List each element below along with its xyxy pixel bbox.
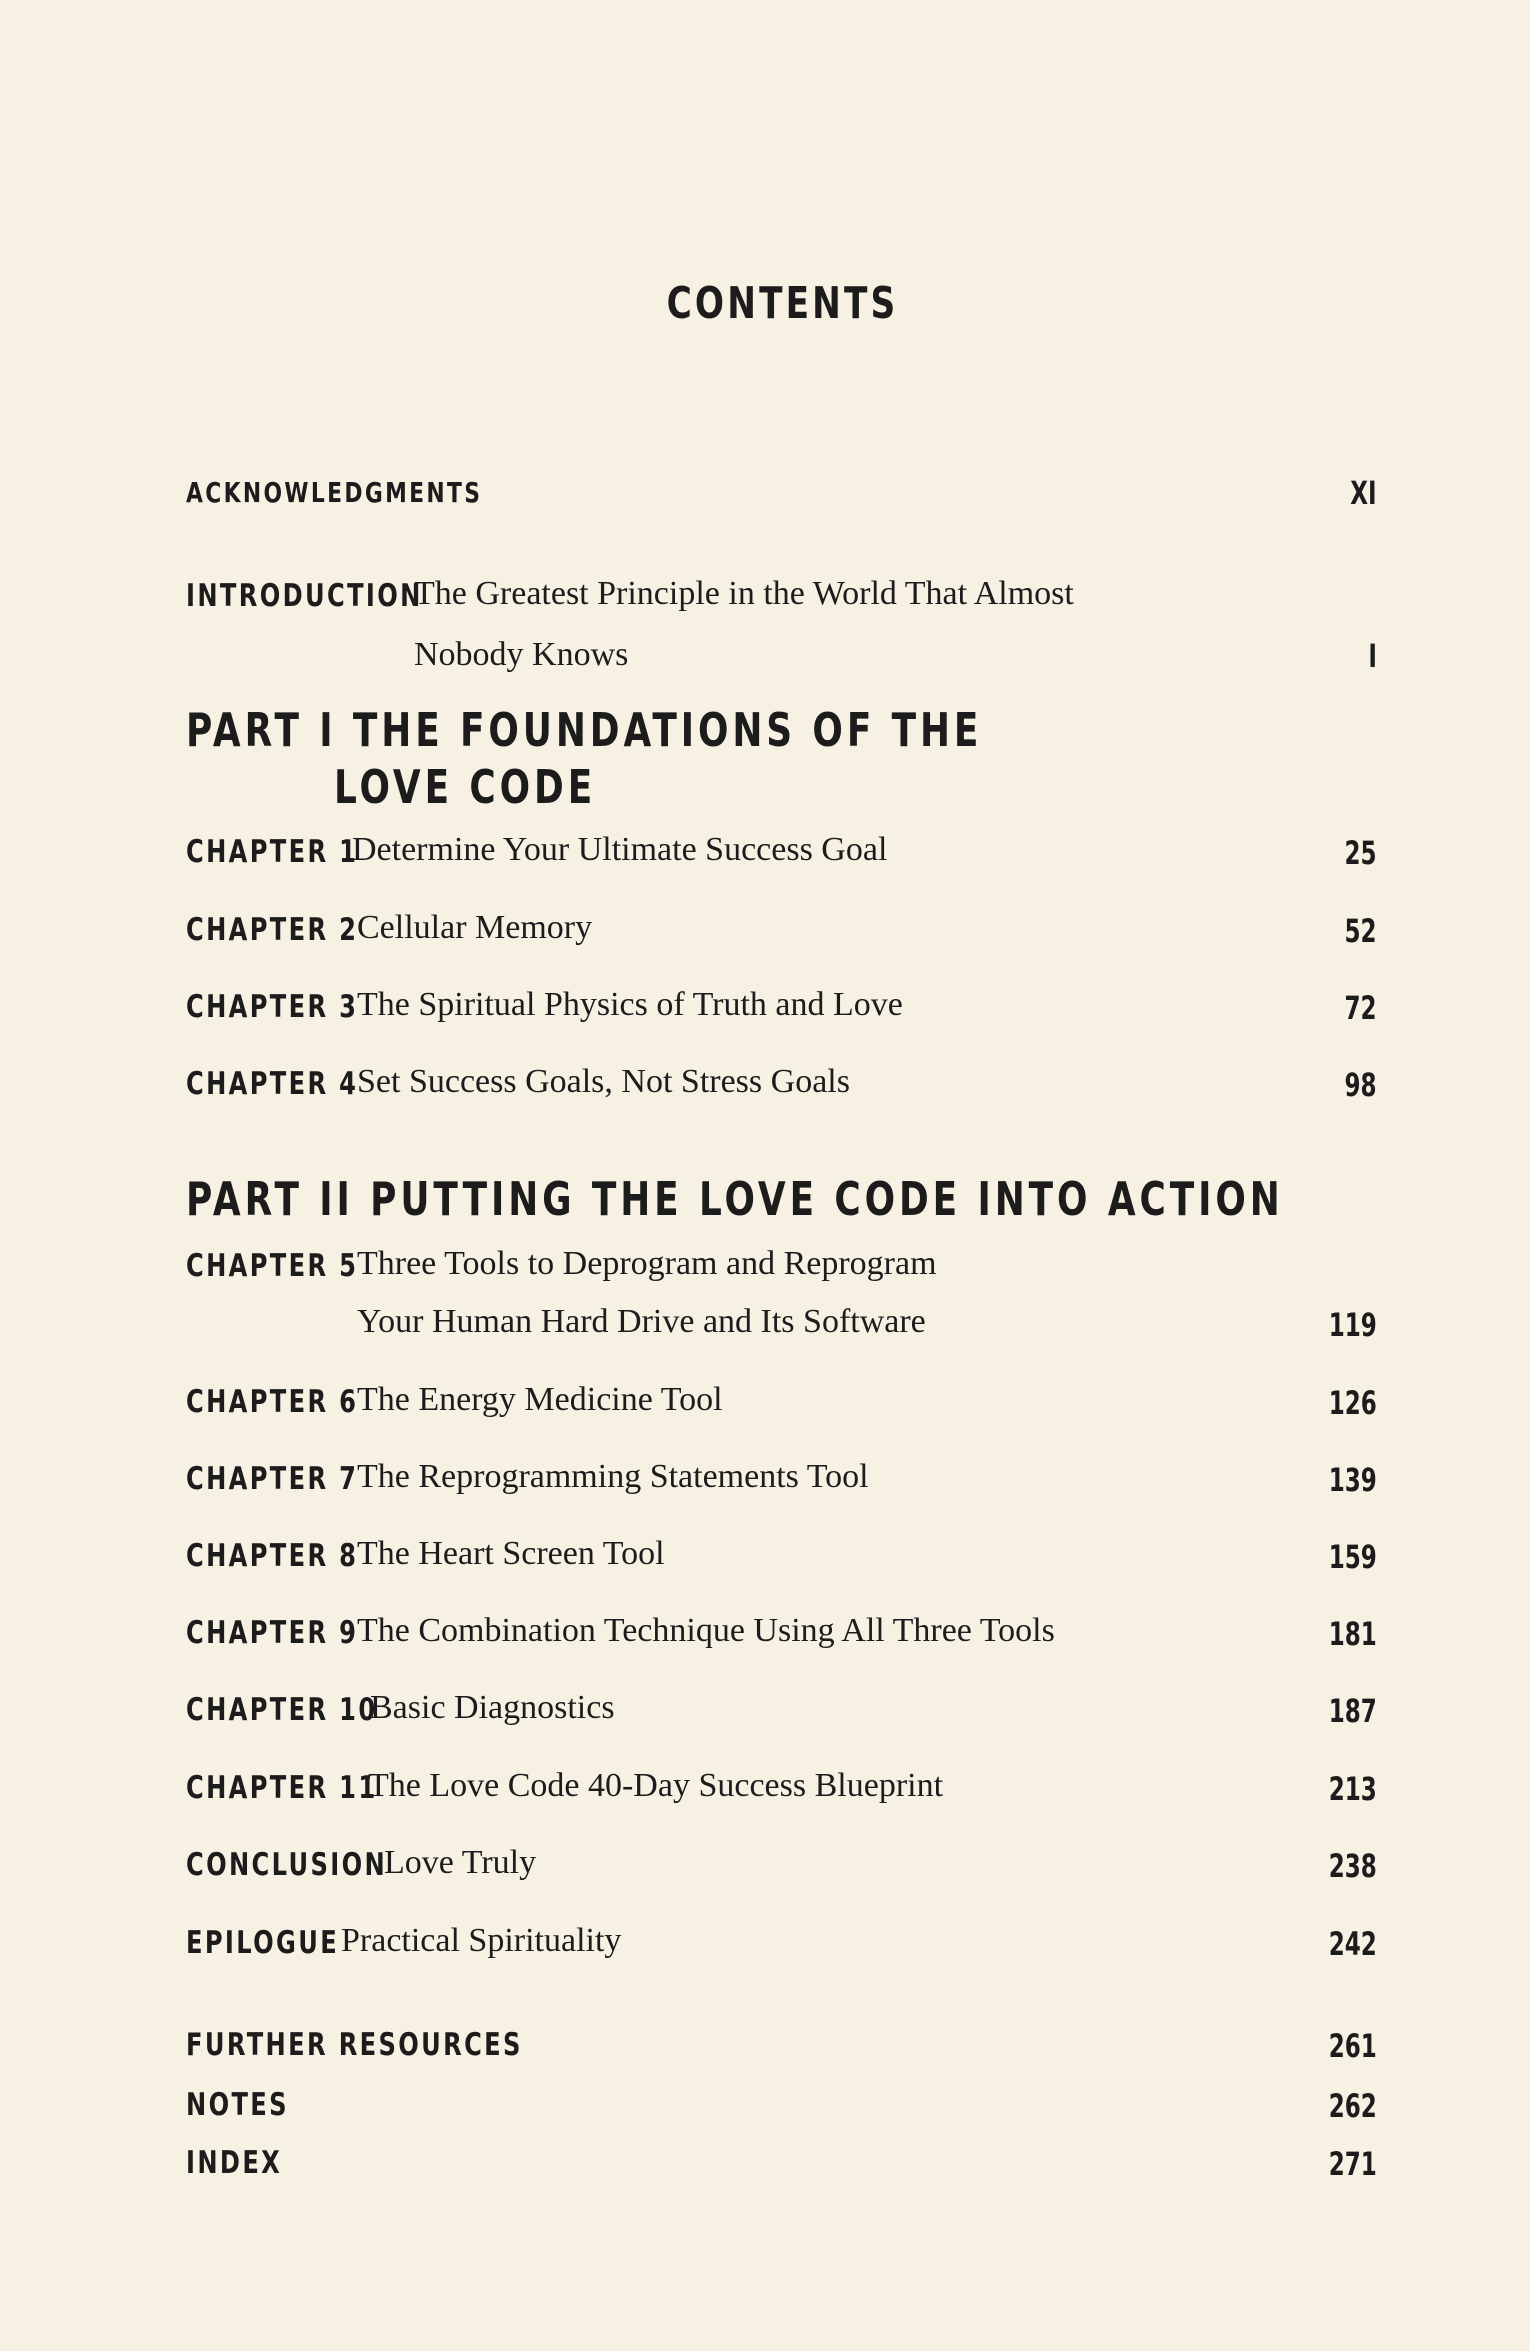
conclusion-page: 238 — [1328, 1847, 1377, 1885]
notes-label: NOTES — [186, 2087, 289, 2123]
further-resources-page: 261 — [1328, 2027, 1377, 2065]
chapter-4-label: CHAPTER 4 — [186, 1066, 359, 1102]
chapter-1-page: 25 — [1344, 834, 1377, 872]
chapter-8-page: 159 — [1328, 1538, 1377, 1576]
conclusion-label: CONCLUSION — [186, 1847, 388, 1883]
part1-heading-line2: LOVE CODE — [334, 760, 597, 814]
chapter-3-page: 72 — [1344, 989, 1377, 1027]
acknowledgments-page: XI — [1350, 474, 1377, 512]
epilogue-title: Practical Spirituality — [341, 1922, 622, 1959]
introduction-label: INTRODUCTION — [186, 578, 423, 614]
epilogue-label: EPILOGUE — [186, 1925, 340, 1961]
introduction-title-line1: The Greatest Principle in the World That Almost — [414, 575, 1074, 612]
chapter-6-title: The Energy Medicine Tool — [357, 1381, 723, 1418]
chapter-10-title: Basic Diagnostics — [370, 1689, 615, 1726]
acknowledgments-label: ACKNOWLEDGMENTS — [186, 476, 483, 509]
chapter-2-title: Cellular Memory — [357, 909, 593, 946]
chapter-4-page: 98 — [1344, 1066, 1377, 1104]
chapter-5-title-line2: Your Human Hard Drive and Its Software — [357, 1303, 926, 1340]
chapter-11-label: CHAPTER 11 — [186, 1770, 378, 1806]
chapter-1-title: Determine Your Ultimate Success Goal — [352, 831, 888, 868]
chapter-7-title: The Reprogramming Statements Tool — [357, 1458, 869, 1495]
chapter-1-label: CHAPTER 1 — [186, 834, 359, 870]
part1-heading-line1: PART I THE FOUNDATIONS OF THE — [186, 703, 983, 757]
further-resources-label: FURTHER RESOURCES — [186, 2027, 523, 2063]
chapter-7-label: CHAPTER 7 — [186, 1461, 359, 1497]
chapter-11-page: 213 — [1328, 1770, 1377, 1808]
chapter-4-title: Set Success Goals, Not Stress Goals — [357, 1063, 850, 1100]
chapter-5-title-line1: Three Tools to Deprogram and Reprogram — [357, 1245, 937, 1282]
part2-heading: PART II PUTTING THE LOVE CODE INTO ACTION — [186, 1172, 1284, 1226]
chapter-6-label: CHAPTER 6 — [186, 1384, 359, 1420]
chapter-9-label: CHAPTER 9 — [186, 1615, 359, 1651]
index-label: INDEX — [186, 2145, 283, 2181]
chapter-10-page: 187 — [1328, 1692, 1377, 1730]
chapter-10-label: CHAPTER 10 — [186, 1692, 378, 1728]
chapter-3-title: The Spiritual Physics of Truth and Love — [357, 986, 903, 1023]
chapter-2-page: 52 — [1344, 912, 1377, 950]
epilogue-page: 242 — [1328, 1925, 1377, 1963]
chapter-11-title: The Love Code 40-Day Success Blueprint — [368, 1767, 944, 1804]
chapter-5-page: 119 — [1328, 1306, 1377, 1344]
notes-page: 262 — [1328, 2087, 1377, 2125]
chapter-6-page: 126 — [1328, 1384, 1377, 1422]
chapter-9-title: The Combination Technique Using All Three Tools — [357, 1612, 1055, 1649]
chapter-7-page: 139 — [1328, 1461, 1377, 1499]
chapter-9-page: 181 — [1328, 1615, 1377, 1653]
chapter-8-title: The Heart Screen Tool — [357, 1535, 665, 1572]
introduction-title-line2: Nobody Knows — [414, 636, 629, 673]
index-page: 271 — [1328, 2145, 1377, 2183]
chapter-2-label: CHAPTER 2 — [186, 912, 359, 948]
introduction-page: I — [1368, 637, 1377, 675]
page-title: CONTENTS — [666, 278, 899, 329]
conclusion-title: Love Truly — [384, 1844, 537, 1881]
chapter-5-label: CHAPTER 5 — [186, 1248, 359, 1284]
chapter-8-label: CHAPTER 8 — [186, 1538, 359, 1574]
chapter-3-label: CHAPTER 3 — [186, 989, 359, 1025]
